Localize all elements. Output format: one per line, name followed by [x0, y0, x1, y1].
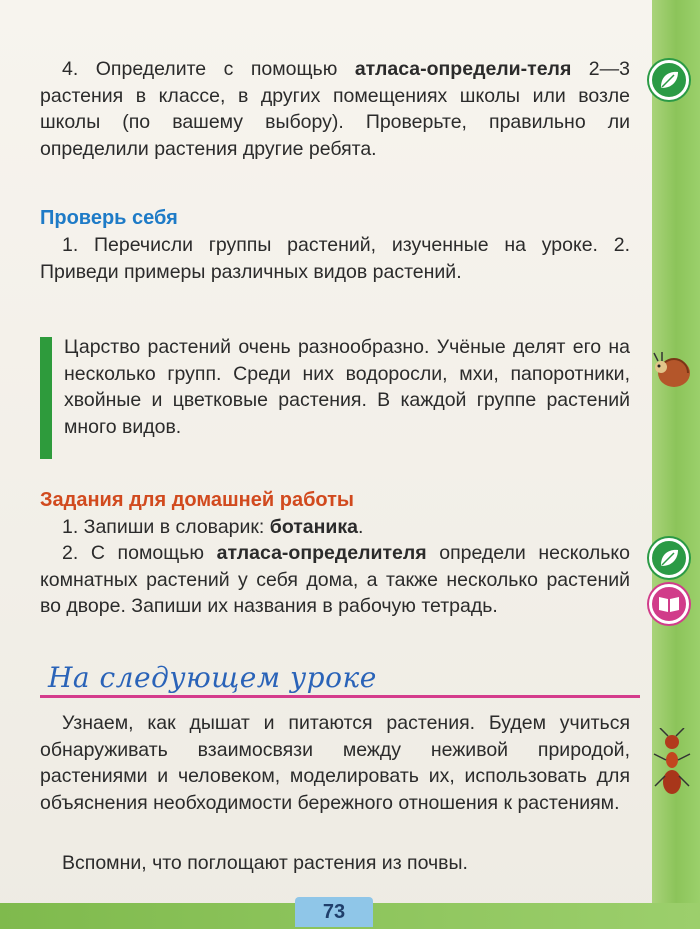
homework-item-1-end: .: [358, 516, 364, 538]
homework-heading: Задания для домашней работы: [40, 489, 355, 511]
homework-item-2: [40, 540, 630, 620]
task-4-part1: 4. Определите с помощью: [62, 58, 355, 80]
task-4-part2: 2—3 растения в классе, в других помещениях школы или возле школы (по вашему выбору). Проверьте, правильно ли определили растения другие ребята.: [40, 58, 631, 160]
homework-item-1-term: ботаника: [269, 516, 359, 538]
task-4-bold-term: атласа-определи-теля: [354, 58, 572, 80]
summary-green-bar: [40, 337, 52, 459]
homework-item-2-text: 2. С помощью: [62, 542, 217, 564]
ant-icon: [650, 728, 695, 808]
recall-text: Вспомни, что поглощают растения из почвы.: [62, 852, 468, 874]
next-lesson-text: Узнаем, как дышат и питаются растения. Будем учиться обнаруживать взаимосвязи между неживой природой, растениями и человеком, моделировать их, использовать для объяснения необходимости бережного отношения к растениям.: [40, 712, 630, 814]
homework-item-2-term: атласа-определителя: [216, 542, 427, 564]
ladybug-icon: [650, 345, 695, 395]
homework-item-1: [40, 514, 630, 541]
check-yourself-text: 1. Перечисли группы растений, изученные на уроке. 2. Приведи примеры различных видов растений.: [40, 234, 630, 283]
book-icon: [649, 584, 689, 624]
next-lesson-underline: [40, 695, 640, 698]
check-yourself-heading: Проверь себя: [40, 207, 178, 229]
leaf-icon: [649, 538, 689, 578]
page-number: 73: [295, 897, 373, 927]
task-4-text: [40, 56, 630, 162]
homework-item-2-end: определи несколько комнатных растений у себя дома, а также несколько растений во дворе. Запиши их названия в рабочую тетрадь.: [40, 542, 630, 617]
summary-text: Царство растений очень разнообразно. Учёные делят его на несколько групп. Среди них водоросли, мхи, папоротники, хвойные и цветковые растения. В каждой группе растений много видов.: [64, 336, 630, 438]
homework-item-1-text: 1. Запиши в словарик:: [62, 516, 270, 538]
next-lesson-heading: На следующем уроке: [48, 661, 377, 694]
leaf-icon: [649, 60, 689, 100]
